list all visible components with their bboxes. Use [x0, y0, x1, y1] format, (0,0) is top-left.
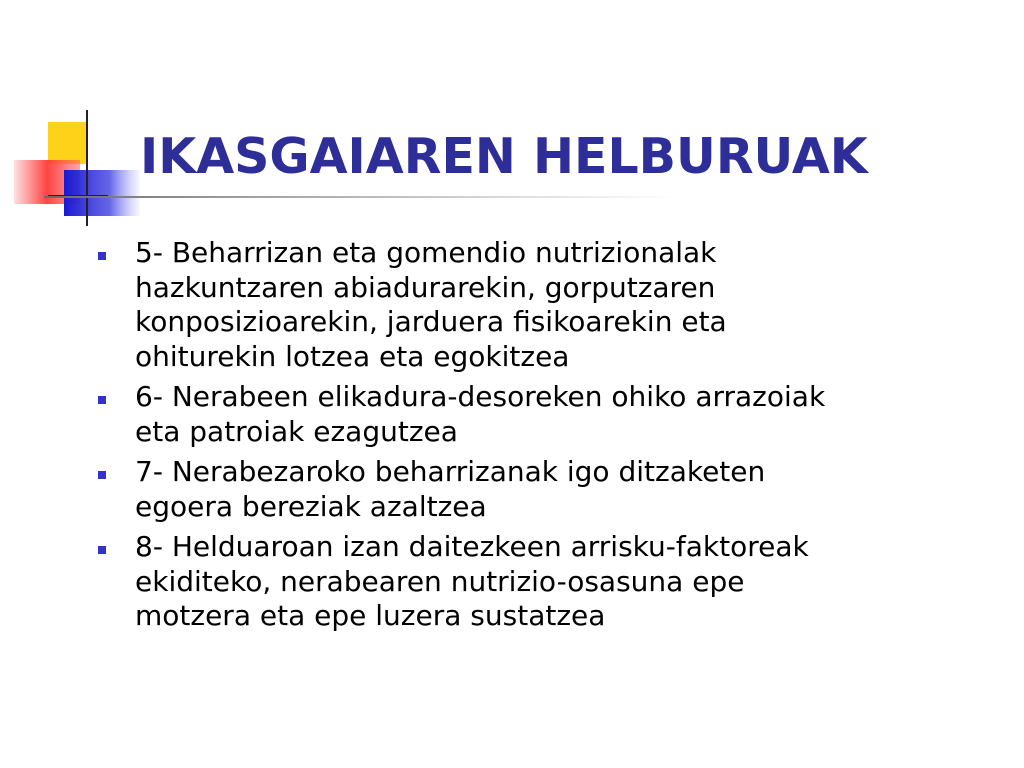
square-bullet-icon: [98, 396, 106, 404]
bullet-list: [96, 236, 976, 640]
bullet-text: 6- Nerabeen elikadura-desoreken ohiko arrazoiak eta patroiak ezagutzea: [135, 380, 826, 448]
list-item: [96, 236, 976, 374]
square-bullet-icon: [98, 252, 106, 260]
bullet-text: 7- Nerabezaroko beharrizanak igo ditzaketen egoera bereziak azaltzea: [135, 455, 766, 523]
bullet-text: 8- Helduaroan izan daitezkeen arrisku-faktoreak ekiditeko, nerabearen nutrizio-osasuna epe motzera eta epe luzera sustatzea: [135, 530, 809, 632]
square-bullet-icon: [98, 471, 106, 479]
deco-yellow-square: [48, 122, 88, 164]
list-item: [96, 380, 976, 449]
square-bullet-icon: [98, 546, 106, 554]
deco-blue-square: [64, 170, 140, 216]
bullet-text: 5- Beharrizan eta gomendio nutrizionalak hazkuntzaren abiadurarekin, gorputzaren konposizioarekin, jarduera fisikoarekin eta ohiturekin lotzea eta egokitzea: [135, 236, 727, 373]
slide-title: IKASGAIAREN HELBURUAK: [140, 128, 868, 185]
list-item: [96, 455, 976, 524]
decorative-squares-graphic: [0, 100, 140, 230]
list-item: [96, 530, 976, 634]
title-underline: [44, 196, 944, 198]
